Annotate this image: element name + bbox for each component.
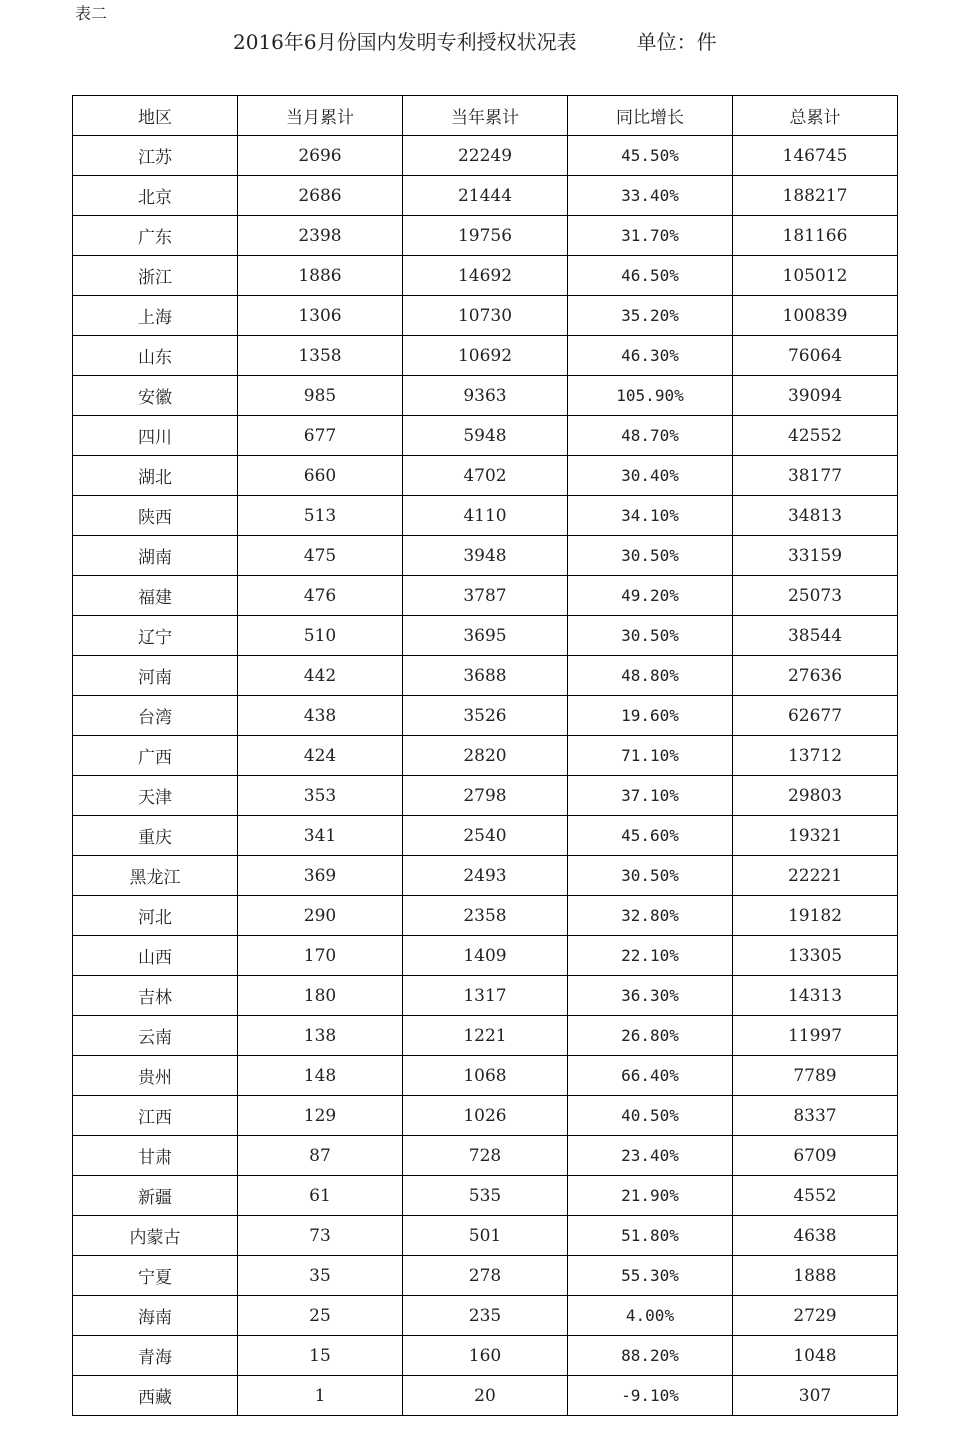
cell-yoy-growth: 30.50%	[568, 536, 733, 576]
table-row	[73, 1136, 898, 1176]
cell-year-total: 10730	[403, 296, 568, 336]
cell-month-total: 677	[238, 416, 403, 456]
cell-yoy-growth: 35.20%	[568, 296, 733, 336]
cell-month-total: 369	[238, 856, 403, 896]
table-row	[73, 1176, 898, 1216]
cell-year-total: 235	[403, 1296, 568, 1336]
table-row	[73, 256, 898, 296]
header-grand-total: 总累计	[733, 96, 898, 136]
cell-yoy-growth: 51.80%	[568, 1216, 733, 1256]
cell-grand-total: 13305	[733, 936, 898, 976]
header-row	[73, 96, 898, 136]
table-row	[73, 816, 898, 856]
cell-year-total: 10692	[403, 336, 568, 376]
cell-grand-total: 29803	[733, 776, 898, 816]
cell-region: 江西	[73, 1096, 238, 1136]
table-body	[73, 136, 898, 1416]
cell-month-total: 1358	[238, 336, 403, 376]
cell-month-total: 985	[238, 376, 403, 416]
cell-grand-total: 100839	[733, 296, 898, 336]
table-row	[73, 1016, 898, 1056]
cell-year-total: 22249	[403, 136, 568, 176]
cell-month-total: 424	[238, 736, 403, 776]
header-region: 地区	[73, 96, 238, 136]
cell-year-total: 1068	[403, 1056, 568, 1096]
cell-year-total: 14692	[403, 256, 568, 296]
cell-yoy-growth: 36.30%	[568, 976, 733, 1016]
cell-month-total: 475	[238, 536, 403, 576]
cell-grand-total: 62677	[733, 696, 898, 736]
cell-grand-total: 188217	[733, 176, 898, 216]
cell-grand-total: 8337	[733, 1096, 898, 1136]
cell-grand-total: 1048	[733, 1336, 898, 1376]
cell-grand-total: 7789	[733, 1056, 898, 1096]
table-row	[73, 856, 898, 896]
table-row	[73, 976, 898, 1016]
table-row	[73, 136, 898, 176]
cell-grand-total: 6709	[733, 1136, 898, 1176]
cell-yoy-growth: 23.40%	[568, 1136, 733, 1176]
cell-region: 台湾	[73, 696, 238, 736]
table-row	[73, 176, 898, 216]
table-row	[73, 736, 898, 776]
table-row	[73, 1096, 898, 1136]
cell-yoy-growth: 4.00%	[568, 1296, 733, 1336]
cell-year-total: 4110	[403, 496, 568, 536]
cell-year-total: 278	[403, 1256, 568, 1296]
cell-grand-total: 4638	[733, 1216, 898, 1256]
table-row	[73, 576, 898, 616]
cell-month-total: 442	[238, 656, 403, 696]
cell-region: 上海	[73, 296, 238, 336]
cell-month-total: 290	[238, 896, 403, 936]
table-row	[73, 456, 898, 496]
cell-region: 海南	[73, 1296, 238, 1336]
cell-yoy-growth: 30.50%	[568, 616, 733, 656]
cell-region: 浙江	[73, 256, 238, 296]
cell-region: 山东	[73, 336, 238, 376]
cell-yoy-growth: 48.80%	[568, 656, 733, 696]
page-title: 2016年6月份国内发明专利授权状况表	[233, 30, 577, 54]
cell-year-total: 5948	[403, 416, 568, 456]
table-row	[73, 1376, 898, 1416]
cell-region: 宁夏	[73, 1256, 238, 1296]
cell-yoy-growth: 48.70%	[568, 416, 733, 456]
cell-grand-total: 4552	[733, 1176, 898, 1216]
cell-year-total: 3787	[403, 576, 568, 616]
cell-grand-total: 33159	[733, 536, 898, 576]
cell-region: 重庆	[73, 816, 238, 856]
cell-month-total: 2696	[238, 136, 403, 176]
cell-yoy-growth: 105.90%	[568, 376, 733, 416]
cell-region: 贵州	[73, 1056, 238, 1096]
cell-month-total: 87	[238, 1136, 403, 1176]
cell-year-total: 1317	[403, 976, 568, 1016]
cell-month-total: 73	[238, 1216, 403, 1256]
cell-year-total: 3526	[403, 696, 568, 736]
cell-year-total: 2540	[403, 816, 568, 856]
cell-region: 黑龙江	[73, 856, 238, 896]
cell-yoy-growth: 31.70%	[568, 216, 733, 256]
table-label: 表二	[75, 4, 108, 23]
cell-grand-total: 307	[733, 1376, 898, 1416]
cell-region: 福建	[73, 576, 238, 616]
cell-yoy-growth: 71.10%	[568, 736, 733, 776]
cell-year-total: 160	[403, 1336, 568, 1376]
cell-year-total: 728	[403, 1136, 568, 1176]
cell-year-total: 9363	[403, 376, 568, 416]
cell-region: 辽宁	[73, 616, 238, 656]
table-row	[73, 336, 898, 376]
cell-year-total: 535	[403, 1176, 568, 1216]
cell-month-total: 1306	[238, 296, 403, 336]
cell-month-total: 2398	[238, 216, 403, 256]
table-row	[73, 496, 898, 536]
table-row	[73, 616, 898, 656]
cell-month-total: 35	[238, 1256, 403, 1296]
cell-year-total: 1221	[403, 1016, 568, 1056]
cell-year-total: 2358	[403, 896, 568, 936]
header-yoy-growth: 同比增长	[568, 96, 733, 136]
title-line	[233, 27, 717, 57]
cell-region: 吉林	[73, 976, 238, 1016]
cell-year-total: 2493	[403, 856, 568, 896]
cell-grand-total: 39094	[733, 376, 898, 416]
cell-region: 天津	[73, 776, 238, 816]
cell-month-total: 15	[238, 1336, 403, 1376]
cell-yoy-growth: -9.10%	[568, 1376, 733, 1416]
cell-yoy-growth: 32.80%	[568, 896, 733, 936]
cell-grand-total: 2729	[733, 1296, 898, 1336]
cell-region: 云南	[73, 1016, 238, 1056]
header-month-total: 当月累计	[238, 96, 403, 136]
cell-region: 河北	[73, 896, 238, 936]
cell-year-total: 501	[403, 1216, 568, 1256]
cell-region: 西藏	[73, 1376, 238, 1416]
table-row	[73, 696, 898, 736]
cell-yoy-growth: 30.40%	[568, 456, 733, 496]
cell-month-total: 510	[238, 616, 403, 656]
cell-grand-total: 25073	[733, 576, 898, 616]
cell-grand-total: 1888	[733, 1256, 898, 1296]
cell-yoy-growth: 45.50%	[568, 136, 733, 176]
cell-grand-total: 38177	[733, 456, 898, 496]
cell-region: 新疆	[73, 1176, 238, 1216]
cell-yoy-growth: 26.80%	[568, 1016, 733, 1056]
cell-year-total: 2798	[403, 776, 568, 816]
cell-month-total: 138	[238, 1016, 403, 1056]
cell-region: 湖北	[73, 456, 238, 496]
cell-yoy-growth: 46.30%	[568, 336, 733, 376]
cell-grand-total: 42552	[733, 416, 898, 456]
cell-grand-total: 181166	[733, 216, 898, 256]
cell-region: 广西	[73, 736, 238, 776]
cell-month-total: 438	[238, 696, 403, 736]
table-row	[73, 1256, 898, 1296]
table-row	[73, 896, 898, 936]
cell-grand-total: 76064	[733, 336, 898, 376]
cell-region: 湖南	[73, 536, 238, 576]
cell-year-total: 20	[403, 1376, 568, 1416]
cell-grand-total: 146745	[733, 136, 898, 176]
cell-grand-total: 22221	[733, 856, 898, 896]
cell-region: 陕西	[73, 496, 238, 536]
cell-region: 山西	[73, 936, 238, 976]
cell-grand-total: 105012	[733, 256, 898, 296]
cell-year-total: 21444	[403, 176, 568, 216]
cell-region: 甘肃	[73, 1136, 238, 1176]
cell-grand-total: 38544	[733, 616, 898, 656]
table-row	[73, 216, 898, 256]
table-row	[73, 1336, 898, 1376]
cell-grand-total: 11997	[733, 1016, 898, 1056]
patent-table	[72, 95, 898, 1416]
cell-grand-total: 19321	[733, 816, 898, 856]
cell-region: 青海	[73, 1336, 238, 1376]
cell-grand-total: 13712	[733, 736, 898, 776]
cell-year-total: 19756	[403, 216, 568, 256]
cell-month-total: 2686	[238, 176, 403, 216]
cell-region: 广东	[73, 216, 238, 256]
cell-yoy-growth: 88.20%	[568, 1336, 733, 1376]
cell-yoy-growth: 19.60%	[568, 696, 733, 736]
cell-yoy-growth: 34.10%	[568, 496, 733, 536]
cell-month-total: 61	[238, 1176, 403, 1216]
cell-grand-total: 19182	[733, 896, 898, 936]
cell-month-total: 170	[238, 936, 403, 976]
cell-month-total: 513	[238, 496, 403, 536]
table-row	[73, 536, 898, 576]
cell-month-total: 476	[238, 576, 403, 616]
cell-month-total: 353	[238, 776, 403, 816]
table-row	[73, 296, 898, 336]
cell-grand-total: 27636	[733, 656, 898, 696]
table-row	[73, 776, 898, 816]
cell-yoy-growth: 33.40%	[568, 176, 733, 216]
cell-month-total: 148	[238, 1056, 403, 1096]
table-row	[73, 656, 898, 696]
cell-year-total: 2820	[403, 736, 568, 776]
cell-month-total: 25	[238, 1296, 403, 1336]
cell-month-total: 180	[238, 976, 403, 1016]
cell-yoy-growth: 37.10%	[568, 776, 733, 816]
cell-region: 江苏	[73, 136, 238, 176]
cell-yoy-growth: 30.50%	[568, 856, 733, 896]
table-row	[73, 416, 898, 456]
cell-year-total: 3948	[403, 536, 568, 576]
table-row	[73, 936, 898, 976]
header-year-total: 当年累计	[403, 96, 568, 136]
cell-region: 河南	[73, 656, 238, 696]
cell-yoy-growth: 22.10%	[568, 936, 733, 976]
cell-yoy-growth: 40.50%	[568, 1096, 733, 1136]
cell-grand-total: 14313	[733, 976, 898, 1016]
cell-yoy-growth: 21.90%	[568, 1176, 733, 1216]
table-row	[73, 1216, 898, 1256]
cell-yoy-growth: 66.40%	[568, 1056, 733, 1096]
cell-grand-total: 34813	[733, 496, 898, 536]
cell-region: 北京	[73, 176, 238, 216]
cell-month-total: 660	[238, 456, 403, 496]
cell-year-total: 4702	[403, 456, 568, 496]
cell-month-total: 129	[238, 1096, 403, 1136]
cell-yoy-growth: 49.20%	[568, 576, 733, 616]
cell-year-total: 1409	[403, 936, 568, 976]
cell-region: 四川	[73, 416, 238, 456]
unit-label: 单位：件	[636, 30, 717, 54]
cell-yoy-growth: 45.60%	[568, 816, 733, 856]
cell-month-total: 341	[238, 816, 403, 856]
cell-month-total: 1886	[238, 256, 403, 296]
cell-region: 内蒙古	[73, 1216, 238, 1256]
cell-year-total: 3688	[403, 656, 568, 696]
cell-yoy-growth: 46.50%	[568, 256, 733, 296]
cell-year-total: 1026	[403, 1096, 568, 1136]
table-row	[73, 1296, 898, 1336]
cell-yoy-growth: 55.30%	[568, 1256, 733, 1296]
cell-month-total: 1	[238, 1376, 403, 1416]
cell-year-total: 3695	[403, 616, 568, 656]
table-row	[73, 376, 898, 416]
table-row	[73, 1056, 898, 1096]
cell-region: 安徽	[73, 376, 238, 416]
